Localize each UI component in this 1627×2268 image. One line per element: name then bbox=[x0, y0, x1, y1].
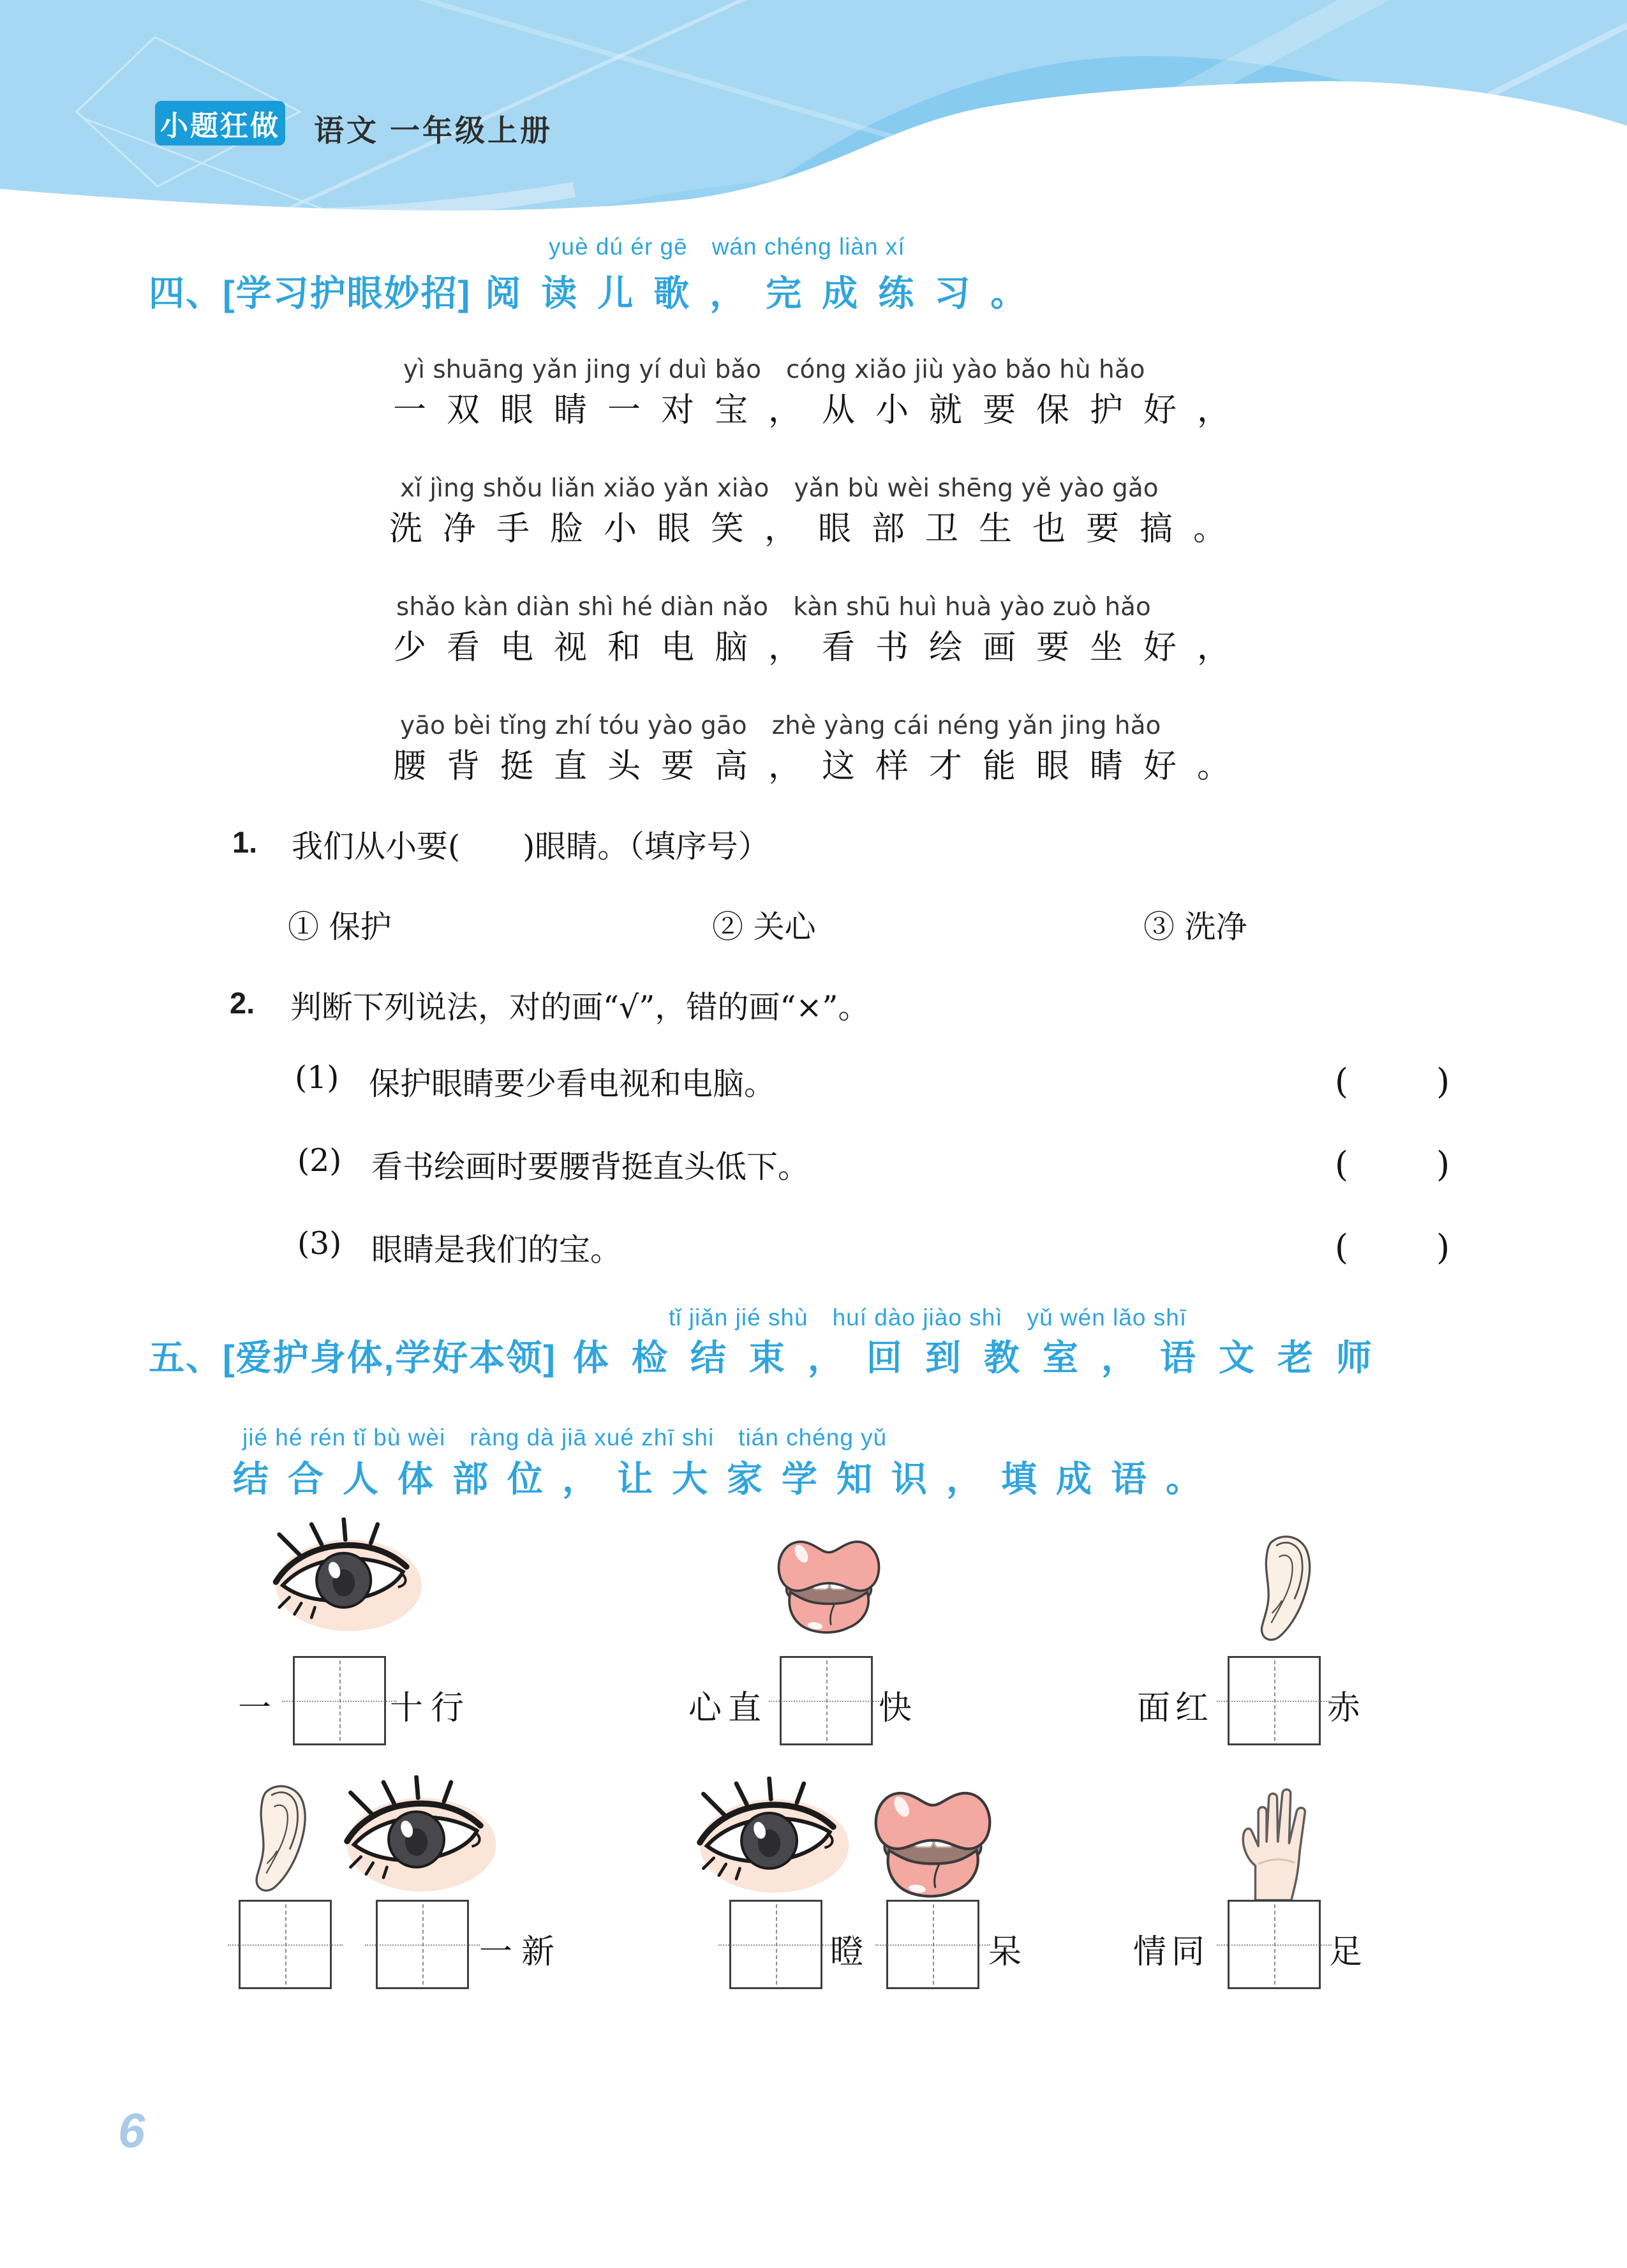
idiom2-after: 快 bbox=[879, 1689, 912, 1727]
section4-title bbox=[149, 265, 1046, 317]
section5-title-line2 bbox=[233, 1451, 1221, 1502]
question2-number: 2. bbox=[230, 986, 255, 1020]
answer-box[interactable] bbox=[1228, 1900, 1321, 1989]
question1-text: 我们从小要( )眼睛。（填序号） bbox=[292, 828, 769, 865]
question2-item1-label: (1) bbox=[295, 1059, 339, 1096]
question2-text: 判断下列说法，对的画“√”，错的画“×”。 bbox=[290, 989, 870, 1026]
question2-item3-answer-blank[interactable]: ( ) bbox=[1335, 1227, 1457, 1267]
rhyme-line3-pinyin: shǎo kàn diàn shì hé diàn nǎo kàn shū huì huà yào zuò hǎo bbox=[396, 593, 1151, 622]
page-number: 6 bbox=[118, 2104, 145, 2158]
section4-instruction: 阅读儿歌，完成练习。 bbox=[485, 273, 1047, 313]
eye-illustration bbox=[324, 1775, 516, 1897]
eye-illustration bbox=[680, 1777, 865, 1898]
question2-item3-label: (3) bbox=[297, 1225, 342, 1262]
hand-illustration bbox=[1222, 1774, 1318, 1902]
section5-title-pinyin-1: tǐ jiǎn jié shù huí dào jiào shì yǔ wén lǎo shī bbox=[669, 1304, 1187, 1331]
question2-item2-answer-blank[interactable]: ( ) bbox=[1335, 1144, 1457, 1184]
idiom1-before: 一 bbox=[238, 1689, 272, 1727]
ear-illustration bbox=[237, 1780, 317, 1893]
question1-number: 1. bbox=[232, 825, 258, 859]
section5-title-pinyin-2: jié hé rén tǐ bù wèi ràng dà jiā xué zhī shi tián chéng yǔ bbox=[242, 1424, 888, 1451]
idiom1-after: 十行 bbox=[390, 1689, 472, 1727]
section5-instruction-1: 体检结束，回到教室，语文老师 bbox=[572, 1338, 1395, 1378]
brand-badge bbox=[155, 101, 285, 145]
section5-label: 五、[爱护身体,学好本领] bbox=[149, 1338, 556, 1378]
answer-box[interactable] bbox=[729, 1900, 822, 1989]
section5-instruction-2: 结合人体部位，让大家学知识，填成语。 bbox=[233, 1459, 1221, 1499]
answer-box[interactable] bbox=[376, 1900, 469, 1989]
question2-item2-label: (2) bbox=[297, 1142, 342, 1179]
mouth-illustration bbox=[761, 1529, 897, 1639]
idiom6-after: 足 bbox=[1329, 1933, 1363, 1971]
idiom3-before: 面红 bbox=[1137, 1689, 1214, 1727]
answer-box[interactable] bbox=[239, 1900, 332, 1989]
idiom5-after: 呆 bbox=[988, 1933, 1022, 1971]
question2-item1-text: 保护眼睛要少看电视和电脑。 bbox=[369, 1066, 776, 1102]
idiom3-after: 赤 bbox=[1327, 1689, 1361, 1727]
idiom6-before: 情同 bbox=[1133, 1933, 1210, 1971]
brand-badge-label: 小题狂做 bbox=[160, 110, 280, 142]
question1-option-2[interactable]: ② 关心 bbox=[712, 909, 816, 945]
rhyme-line1-hanzi: 一双眼睛一对宝，从小就要保护好， bbox=[393, 391, 1251, 429]
ear-illustration bbox=[1240, 1530, 1324, 1643]
rhyme-line2-pinyin: xǐ jìng shǒu liǎn xiǎo yǎn xiào yǎn bù wèi shēng yě yào gǎo bbox=[400, 474, 1159, 503]
section4-title-pinyin: yuè dú ér gē wán chéng liàn xí bbox=[549, 234, 905, 260]
answer-box[interactable] bbox=[293, 1656, 386, 1745]
question2-item1-answer-blank[interactable]: ( ) bbox=[1335, 1061, 1457, 1101]
answer-box[interactable] bbox=[780, 1656, 873, 1745]
answer-box[interactable] bbox=[886, 1900, 979, 1989]
rhyme-line1-pinyin: yì shuāng yǎn jing yí duì bǎo cóng xiǎo jiù yào bǎo hù hǎo bbox=[403, 355, 1145, 384]
idiom4-after: 一新 bbox=[479, 1933, 564, 1971]
rhyme-line3-hanzi: 少看电视和电脑，看书绘画要坐好， bbox=[393, 629, 1251, 667]
eye-illustration bbox=[254, 1518, 440, 1636]
section4-label: 四、[学习护眼妙招] bbox=[149, 273, 472, 313]
rhyme-line2-hanzi: 洗净手脸小眼笑，眼部卫生也要搞。 bbox=[389, 510, 1247, 548]
question2-item2-text: 看书绘画时要腰背挺直头低下。 bbox=[371, 1149, 810, 1185]
mouth-illustration bbox=[863, 1774, 1003, 1908]
idiom2-before: 心直 bbox=[688, 1689, 768, 1727]
answer-box[interactable] bbox=[1228, 1656, 1321, 1745]
rhyme-line4-hanzi: 腰背挺直头要高，这样才能眼睛好。 bbox=[393, 747, 1251, 786]
rhyme-line4-pinyin: yāo bèi tǐng zhí tóu yào gāo zhè yàng cái néng yǎn jing hǎo bbox=[400, 712, 1161, 740]
section5-title-line1 bbox=[149, 1330, 1395, 1381]
question1-option-1[interactable]: ① 保护 bbox=[288, 909, 392, 945]
question2-item3-text: 眼睛是我们的宝。 bbox=[371, 1232, 622, 1268]
idiom5-mid: 瞪 bbox=[830, 1933, 864, 1971]
book-subject-title: 语文 一年级上册 bbox=[314, 114, 553, 147]
question1-option-3[interactable]: ③ 洗净 bbox=[1143, 909, 1247, 945]
